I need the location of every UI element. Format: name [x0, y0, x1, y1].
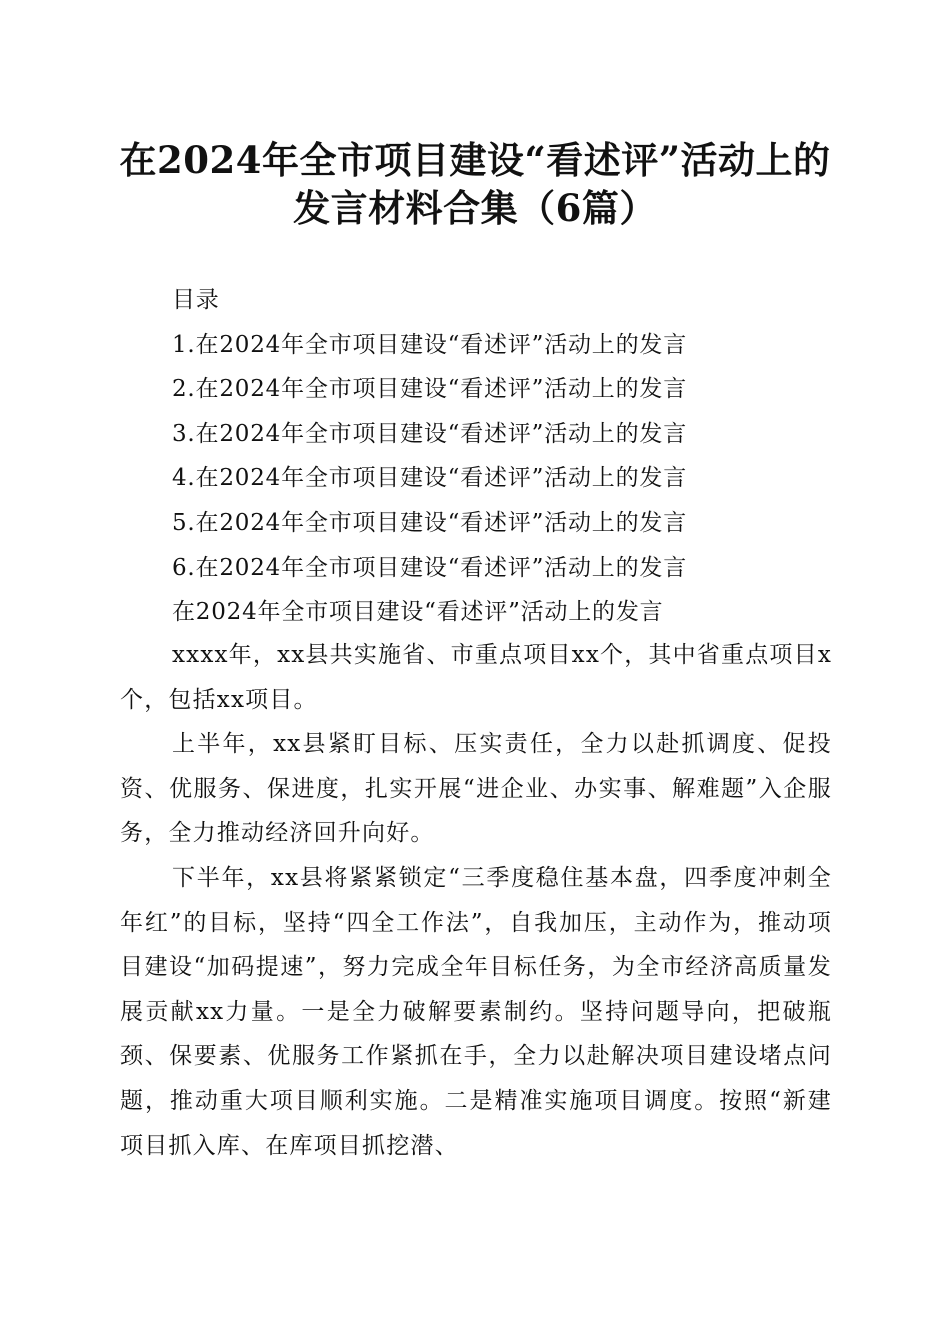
toc-item: 4.在2024年全市项目建设“看述评”活动上的发言 — [172, 465, 687, 492]
toc-item: 6.在2024年全市项目建设“看述评”活动上的发言 — [172, 554, 687, 581]
body-text — [120, 633, 832, 1168]
title-line-1: 在2024年全市项目建设“看述评”活动上的 — [119, 138, 831, 182]
table-of-contents — [172, 278, 852, 635]
paragraph: 上半年，xx县紧盯目标、压实责任，全力以赴抓调度、促投资、优服务、保进度，扎实开展“进企业、办实事、解难题”入企服务，全力推动经济回升向好。 — [120, 731, 832, 847]
paragraph: xxxx年，xx县共实施省、市重点项目xx个，其中省重点项目x个，包括xx项目。 — [120, 642, 832, 713]
toc-item: 2.在2024年全市项目建设“看述评”活动上的发言 — [172, 376, 687, 403]
document-title — [100, 136, 850, 232]
toc-item: 5.在2024年全市项目建设“看述评”活动上的发言 — [172, 509, 687, 536]
section-heading: 在2024年全市项目建设“看述评”活动上的发言 — [172, 599, 664, 626]
paragraph: 下半年，xx县将紧紧锁定“三季度稳住基本盘，四季度冲刺全年红”的目标，坚持“四全工作法”，自我加压，主动作为，推动项目建设“加码提速”，努力完成全年目标任务，为全市经济高质量发展贡献xx力量。一是全力破解要素制约。坚持问题导向，把破瓶颈、保要素、优服务工作紧抓在手，全力以赴解决项目建设堵点问题，推动重大项目顺利实施。二是精准实施项目调度。按照“新建项目抓入库、在库项目抓挖潜、 — [120, 864, 832, 1159]
title-line-2: 发言材料合集（6篇） — [293, 186, 657, 230]
toc-heading: 目录 — [172, 287, 220, 313]
toc-item: 1.在2024年全市项目建设“看述评”活动上的发言 — [172, 331, 687, 358]
toc-item: 3.在2024年全市项目建设“看述评”活动上的发言 — [172, 420, 687, 447]
